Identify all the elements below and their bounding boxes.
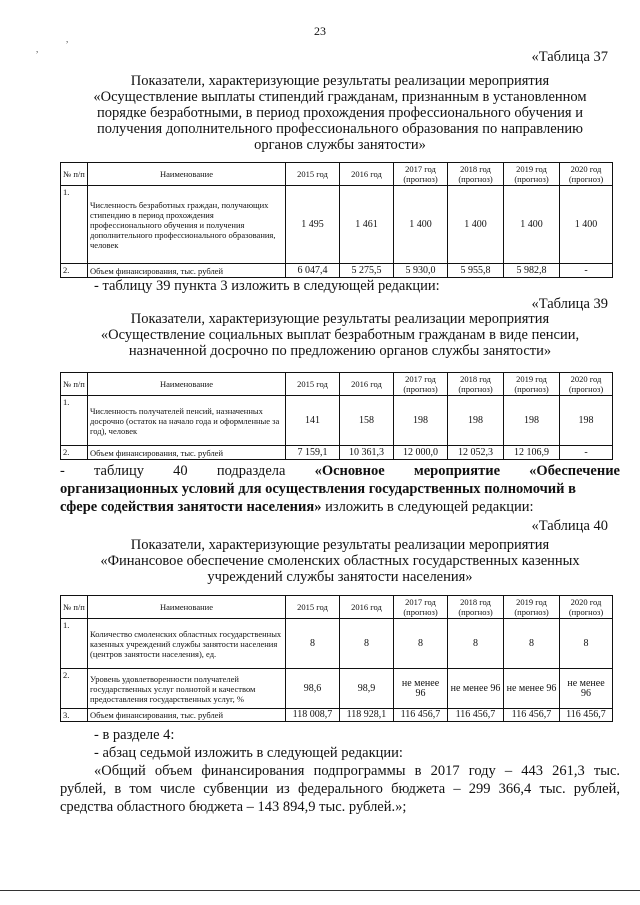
value-cell: 5 275,5 [340, 264, 394, 278]
table-row [61, 619, 613, 669]
header-cell: 2017 год (прогноз) [394, 163, 448, 186]
margin-mark-left: , [36, 44, 39, 54]
table-40-title [60, 537, 620, 585]
header-cell: № п/п [61, 373, 88, 396]
bottom-rule [0, 890, 640, 891]
table-40-title-line: Показатели, характеризующие результаты реализации мероприятия [130, 537, 550, 553]
header-cell: 2018 год (прогноз) [448, 373, 504, 396]
table-37-title-line: порядке безработными, в период прохождения профессионального обучения и [97, 105, 583, 121]
table-row [61, 264, 613, 278]
page-number: 23 [314, 24, 326, 38]
row-name: Объем финансирования, тыс. рублей [88, 264, 286, 278]
value-cell: 1 400 [504, 186, 560, 264]
header-cell: 2015 год [286, 163, 340, 186]
header-cell: 2019 год (прогноз) [504, 373, 560, 396]
funding-quote-line-2: рублей, в том числе субвенции из федерального бюджета – 299 366,4 тыс. рублей, [60, 781, 620, 797]
header-cell: № п/п [61, 163, 88, 186]
row-name: Объем финансирования, тыс. рублей [88, 709, 286, 722]
header-cell: № п/п [61, 596, 88, 619]
header-cell: 2020 год (прогноз) [560, 163, 613, 186]
row-number: 2. [61, 264, 88, 278]
table-37 [60, 162, 613, 278]
table-header-row [61, 596, 613, 619]
value-cell: 158 [340, 396, 394, 446]
row-number: 2. [61, 446, 88, 460]
row-number: 1. [61, 186, 88, 264]
table-row [61, 669, 613, 709]
value-cell: 8 [560, 619, 613, 669]
value-cell: 5 955,8 [448, 264, 504, 278]
table-39-title-line: назначенной досрочно по предложению органов службы занятости» [128, 343, 552, 359]
header-cell: 2015 год [286, 596, 340, 619]
header-cell: Наименование [88, 373, 286, 396]
table-row [61, 709, 613, 722]
header-cell: 2019 год (прогноз) [504, 596, 560, 619]
table-37-title [60, 73, 620, 153]
table-39-title [60, 311, 620, 359]
funding-quote-line-1: «Общий объем финансирования подпрограммы в 2017 году – 443 261,3 тыс. [94, 763, 620, 779]
row-name: Объем финансирования, тыс. рублей [88, 446, 286, 460]
value-cell: не менее 96 [560, 669, 613, 709]
value-cell: 8 [340, 619, 394, 669]
table-37-title-line: получения дополнительного профессионального образования по направлению [97, 121, 583, 137]
instruction-bold-text: сфере содействия занятости населения» [60, 499, 322, 515]
header-cell: 2017 год (прогноз) [394, 596, 448, 619]
value-cell: 198 [448, 396, 504, 446]
value-cell: 12 000,0 [394, 446, 448, 460]
row-number: 1. [61, 619, 88, 669]
table-39-title-line: «Осуществление социальных выплат безработным гражданам в виде пенсии, [100, 327, 580, 343]
header-cell: Наименование [88, 596, 286, 619]
row-number: 3. [61, 709, 88, 722]
value-cell: 8 [448, 619, 504, 669]
header-cell: 2015 год [286, 373, 340, 396]
header-cell: 2016 год [340, 596, 394, 619]
row-name: Количество смоленских областных государственных казенных учреждений службы занятости населения (центров занятости населения), ед. [88, 619, 286, 669]
table-39-title-line: Показатели, характеризующие результаты реализации мероприятия [130, 311, 550, 327]
value-cell: 5 930,0 [394, 264, 448, 278]
value-cell: 116 456,7 [560, 709, 613, 722]
table-40 [60, 595, 613, 722]
table-row [61, 186, 613, 264]
table-40-label: «Таблица 40 [531, 518, 608, 534]
table-37-title-line: «Осуществление выплаты стипендий гражданам, признанным в установленном [93, 89, 587, 105]
value-cell: 198 [560, 396, 613, 446]
header-cell: 2018 год (прогноз) [448, 596, 504, 619]
header-cell: Наименование [88, 163, 286, 186]
value-cell: 98,9 [340, 669, 394, 709]
instruction-table-40-line2: организационных условий для осуществления государственных полномочий в [60, 481, 576, 497]
funding-quote-line-3: средства областного бюджета – 143 894,9 тыс. рублей.»; [60, 799, 407, 815]
value-cell: 1 400 [448, 186, 504, 264]
value-cell: 118 008,7 [286, 709, 340, 722]
value-cell: 116 456,7 [394, 709, 448, 722]
value-cell: 141 [286, 396, 340, 446]
table-39-label: «Таблица 39 [531, 296, 608, 312]
section-4-line: - в разделе 4: [94, 727, 175, 743]
table-37-title-line: органов службы занятости» [254, 137, 426, 153]
value-cell: 12 106,9 [504, 446, 560, 460]
paragraph-seven-line: - абзац седьмой изложить в следующей редакции: [94, 745, 403, 761]
value-cell: 98,6 [286, 669, 340, 709]
instruction-table-39: - таблицу 39 пункта 3 изложить в следующей редакции: [94, 278, 440, 294]
value-cell: 116 456,7 [504, 709, 560, 722]
value-cell: 1 400 [560, 186, 613, 264]
table-header-row [61, 163, 613, 186]
value-cell: не менее 96 [394, 669, 448, 709]
value-cell: 1 461 [340, 186, 394, 264]
value-cell: 5 982,8 [504, 264, 560, 278]
header-cell: 2019 год (прогноз) [504, 163, 560, 186]
value-cell: 7 159,1 [286, 446, 340, 460]
row-name: Численность безработных граждан, получающих стипендию в период прохождения профессионального обучения и получения дополнительного профессионального образования, человек [88, 186, 286, 264]
value-cell: - [560, 446, 613, 460]
value-cell: не менее 96 [504, 669, 560, 709]
instruction-text: изложить в следующей редакции: [321, 499, 534, 515]
table-40-title-line: учреждений службы занятости населения» [207, 569, 473, 585]
instruction-text: - таблицу 40 подраздела [60, 463, 286, 479]
value-cell: 10 361,3 [340, 446, 394, 460]
table-37-label: «Таблица 37 [531, 49, 608, 65]
value-cell: 8 [286, 619, 340, 669]
value-cell: 198 [394, 396, 448, 446]
header-cell: 2016 год [340, 373, 394, 396]
value-cell: 116 456,7 [448, 709, 504, 722]
value-cell: 6 047,4 [286, 264, 340, 278]
table-header-row [61, 373, 613, 396]
table-37-title-line: Показатели, характеризующие результаты реализации мероприятия [130, 73, 550, 89]
row-number: 1. [61, 396, 88, 446]
header-cell: 2020 год (прогноз) [560, 373, 613, 396]
margin-mark-top: , [66, 34, 69, 44]
row-number: 2. [61, 669, 88, 709]
table-39 [60, 372, 613, 460]
table-row [61, 396, 613, 446]
header-cell: 2016 год [340, 163, 394, 186]
row-name: Уровень удовлетворенности получателей государственных услуг полнотой и качеством предоставления государственных услуг, % [88, 669, 286, 709]
row-name: Численность получателей пенсий, назначенных досрочно (остаток на начало года и оформленные за год), человек [88, 396, 286, 446]
value-cell: не менее 96 [448, 669, 504, 709]
value-cell: 12 052,3 [448, 446, 504, 460]
header-cell: 2020 год (прогноз) [560, 596, 613, 619]
instruction-bold-text: «Основное мероприятие «Обеспечение [314, 463, 620, 479]
header-cell: 2017 год (прогноз) [394, 373, 448, 396]
table-row [61, 446, 613, 460]
value-cell: 8 [504, 619, 560, 669]
value-cell: - [560, 264, 613, 278]
instruction-table-40-line3 [60, 499, 534, 515]
header-cell: 2018 год (прогноз) [448, 163, 504, 186]
value-cell: 118 928,1 [340, 709, 394, 722]
value-cell: 1 495 [286, 186, 340, 264]
value-cell: 1 400 [394, 186, 448, 264]
instruction-table-40-line1 [60, 463, 620, 479]
value-cell: 198 [504, 396, 560, 446]
table-40-title-line: «Финансовое обеспечение смоленских областных государственных казенных [100, 553, 580, 569]
value-cell: 8 [394, 619, 448, 669]
